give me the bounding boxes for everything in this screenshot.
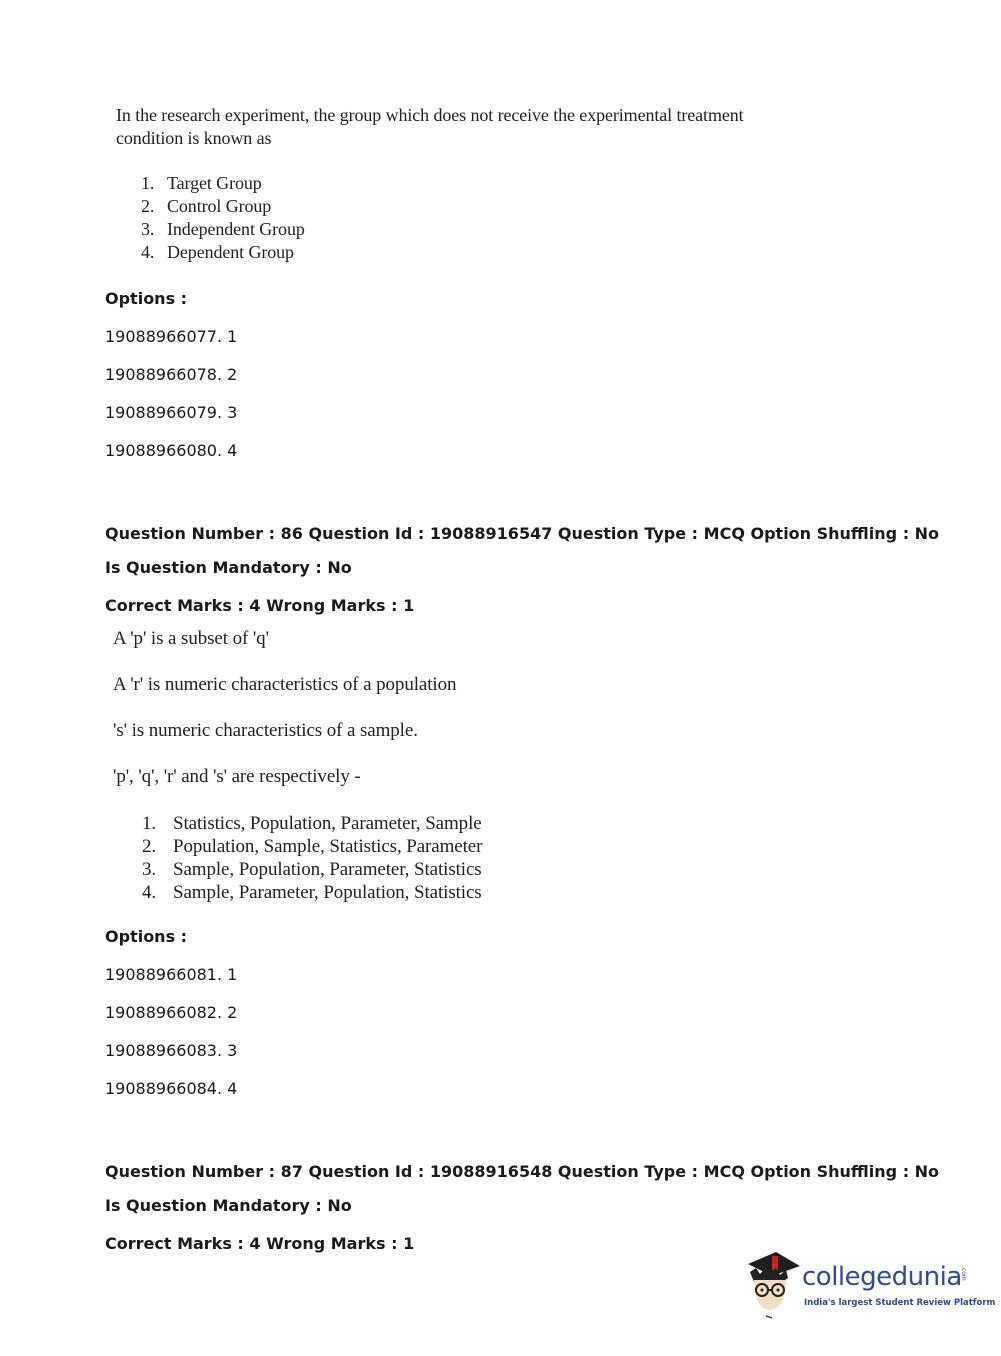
question-86-stem-line: 's' is numeric characteristics of a sample.	[113, 720, 418, 741]
option-id: 19088966078. 2	[105, 365, 238, 384]
choice-item: 2. Control Group	[141, 196, 272, 216]
question-87-mandatory: Is Question Mandatory : No	[105, 1196, 352, 1215]
option-id: 19088966080. 4	[105, 441, 238, 460]
question-86-stem-line: 'p', 'q', 'r' and 's' are respectively -	[113, 766, 361, 787]
question-86-stem-line: A 'r' is numeric characteristics of a population	[113, 674, 457, 695]
options-label: Options :	[105, 289, 188, 308]
question-87-marks: Correct Marks : 4 Wrong Marks : 1	[105, 1234, 415, 1253]
logo-com: .com	[960, 1266, 967, 1281]
option-id: 19088966082. 2	[105, 1003, 238, 1022]
collegedunia-logo	[742, 1250, 996, 1320]
question-86-stem-line: A 'p' is a subset of 'q'	[113, 628, 269, 649]
question-86-choices	[142, 812, 482, 904]
choice-item: 3. Sample, Population, Parameter, Statistics	[142, 859, 482, 880]
choice-item: 1. Target Group	[141, 173, 262, 193]
question-85-choices	[141, 172, 305, 264]
question-85-text-line1: In the research experiment, the group which does not receive the experimental treatment	[116, 105, 744, 125]
mascot-icon	[742, 1250, 804, 1320]
question-87-header: Question Number : 87 Question Id : 19088916548 Question Type : MCQ Option Shuffling : No	[105, 1162, 940, 1181]
option-id: 19088966077. 1	[105, 327, 238, 346]
option-id: 19088966081. 1	[105, 965, 238, 984]
choice-item: 3. Independent Group	[141, 219, 305, 239]
option-id: 19088966084. 4	[105, 1079, 238, 1098]
question-85-text-line2: condition is known as	[116, 128, 272, 148]
option-id: 19088966079. 3	[105, 403, 238, 422]
question-86-marks: Correct Marks : 4 Wrong Marks : 1	[105, 596, 415, 615]
choice-item: 4. Sample, Parameter, Population, Statistics	[142, 882, 482, 903]
choice-item: 1. Statistics, Population, Parameter, Sample	[142, 813, 482, 834]
choice-item: 2. Population, Sample, Statistics, Parameter	[142, 836, 483, 857]
question-86-header: Question Number : 86 Question Id : 19088916547 Question Type : MCQ Option Shuffling : No	[105, 524, 940, 543]
option-id: 19088966083. 3	[105, 1041, 238, 1060]
options-label: Options :	[105, 927, 188, 946]
logo-tagline: India's largest Student Review Platform	[804, 1298, 996, 1308]
logo-wordmark: collegedunia	[802, 1262, 962, 1292]
question-85-text	[116, 104, 744, 150]
choice-item: 4. Dependent Group	[141, 242, 294, 262]
question-86-mandatory: Is Question Mandatory : No	[105, 558, 352, 577]
